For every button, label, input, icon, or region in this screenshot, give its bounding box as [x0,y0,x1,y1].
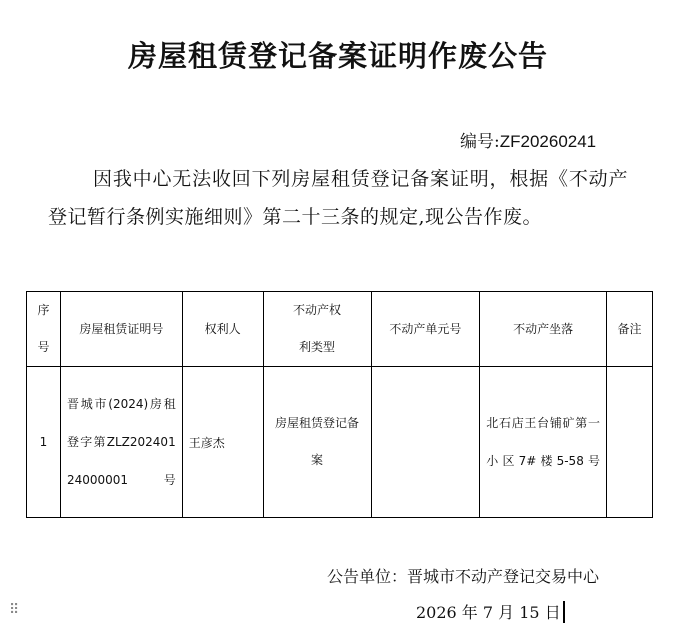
cell-certificate-no: 晋城市(2024)房租登字第ZLZ20240124000001号 [60,367,182,518]
header-remark: 备注 [607,292,653,367]
cell-holder: 王彦杰 [182,367,263,518]
certificate-table [26,291,653,518]
header-unit-no: 不动产单元号 [371,292,480,367]
header-location: 不动产坐落 [480,292,607,367]
table-header-row [27,292,653,367]
cell-right-type: 房屋租赁登记备案 [263,367,371,518]
text-cursor [563,601,565,623]
cell-index: 1 [27,367,61,518]
document-title: 房屋租赁登记备案证明作废公告 [127,39,548,73]
notice-body: 因我中心无法收回下列房屋租赁登记备案证明，根据《不动产登记暂行条例实施细则》第二十三条的规定,现公告作废。 [48,168,628,228]
header-holder: 权利人 [182,292,263,367]
issuer-signature: 公告单位：晋城市不动产登记交易中心 [327,567,600,586]
table-row [27,367,653,518]
number-label: 编号: [460,132,500,152]
header-right-type: 不动产权利类型 [263,292,371,367]
number-value: ZF20260241 [499,132,597,151]
document-number [460,127,596,152]
header-certificate-no: 房屋租赁证明号 [60,292,182,367]
cell-unit-no [371,367,480,518]
notice-date [416,600,565,623]
cell-remark [607,367,653,518]
drag-handle-icon[interactable]: ⠿ [9,602,18,618]
cell-location: 北石店王台铺矿第一小区7#楼5-58号 [480,367,607,518]
date-text: 2026 年 7 月 15 日 [416,603,561,622]
header-index: 序号 [27,292,61,367]
